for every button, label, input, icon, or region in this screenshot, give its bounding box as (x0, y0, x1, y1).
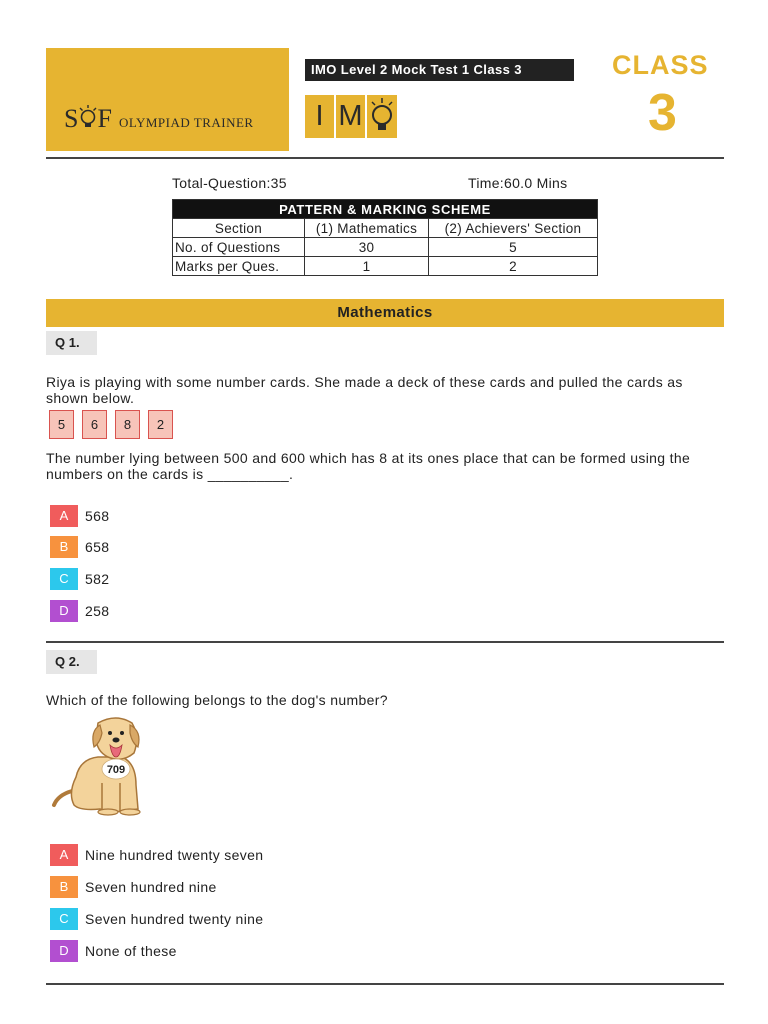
option-letter: D (50, 600, 78, 622)
question-divider (46, 983, 724, 985)
imo-letter-i: I (305, 95, 334, 138)
number-card: 5 (49, 410, 74, 439)
total-questions: Total-Question:35 (172, 175, 287, 191)
option-text: 582 (85, 571, 110, 587)
option-letter: A (50, 505, 78, 527)
table-cell: 2 (429, 257, 598, 276)
option-d[interactable] (50, 940, 177, 962)
option-a[interactable] (50, 844, 263, 866)
table-cell: (2) Achievers' Section (429, 219, 598, 238)
option-letter: B (50, 876, 78, 898)
option-letter: D (50, 940, 78, 962)
question-label-2: Q 2. (46, 650, 97, 674)
question-divider (46, 641, 724, 643)
dog-illustration (50, 713, 154, 817)
option-text: Seven hundred twenty nine (85, 911, 264, 927)
option-text: Nine hundred twenty seven (85, 847, 264, 863)
section-title: Mathematics (46, 299, 724, 327)
scheme-title: PATTERN & MARKING SCHEME (173, 200, 598, 219)
test-time: Time:60.0 Mins (468, 175, 568, 191)
option-letter: C (50, 908, 78, 930)
table-cell: Marks per Ques. (173, 257, 305, 276)
option-c[interactable] (50, 568, 109, 590)
header-divider (46, 157, 724, 159)
brand-tagline: OLYMPIAD TRAINER (118, 115, 254, 130)
number-cards (49, 410, 173, 439)
number-card: 8 (115, 410, 140, 439)
option-b[interactable] (50, 876, 217, 898)
question-2-text: Which of the following belongs to the dog's number? (46, 692, 388, 708)
option-letter: A (50, 844, 78, 866)
table-row (173, 219, 598, 238)
option-text: Seven hundred nine (85, 879, 217, 895)
number-card: 2 (148, 410, 173, 439)
sof-logo (64, 104, 254, 134)
table-row (173, 257, 598, 276)
table-cell: (1) Mathematics (305, 219, 429, 238)
class-label: CLASS (612, 50, 709, 80)
question-1-subtext: The number lying between 500 and 600 which has 8 at its ones place that can be formed using the numbers on the cards is __________. (46, 450, 691, 482)
imo-bulb-icon (367, 95, 397, 138)
imo-logo (305, 95, 397, 138)
option-text: 568 (85, 508, 110, 524)
question-label-1: Q 1. (46, 331, 97, 355)
dog-number: 709 (106, 764, 126, 776)
option-letter: B (50, 536, 78, 558)
imo-letter-m: M (336, 95, 365, 138)
brand-banner (46, 48, 289, 151)
option-text: None of these (85, 943, 177, 959)
table-cell: Section (173, 219, 305, 238)
option-b[interactable] (50, 536, 109, 558)
option-letter: C (50, 568, 78, 590)
bulb-icon (79, 105, 97, 129)
option-text: 658 (85, 539, 110, 555)
option-a[interactable] (50, 505, 109, 527)
table-cell: 1 (305, 257, 429, 276)
brand-letter-f: F (97, 104, 113, 133)
table-cell: No. of Questions (173, 238, 305, 257)
number-card: 6 (82, 410, 107, 439)
test-title: IMO Level 2 Mock Test 1 Class 3 (305, 59, 574, 81)
table-row (173, 238, 598, 257)
option-d[interactable] (50, 600, 109, 622)
class-number: 3 (648, 84, 677, 142)
question-1-text: Riya is playing with some number cards. She made a deck of these cards and pulled the cards as shown below. (46, 374, 683, 406)
brand-letter-s: S (64, 104, 80, 133)
marking-scheme-table (172, 199, 598, 276)
table-cell: 5 (429, 238, 598, 257)
table-cell: 30 (305, 238, 429, 257)
option-c[interactable] (50, 908, 263, 930)
option-text: 258 (85, 603, 110, 619)
